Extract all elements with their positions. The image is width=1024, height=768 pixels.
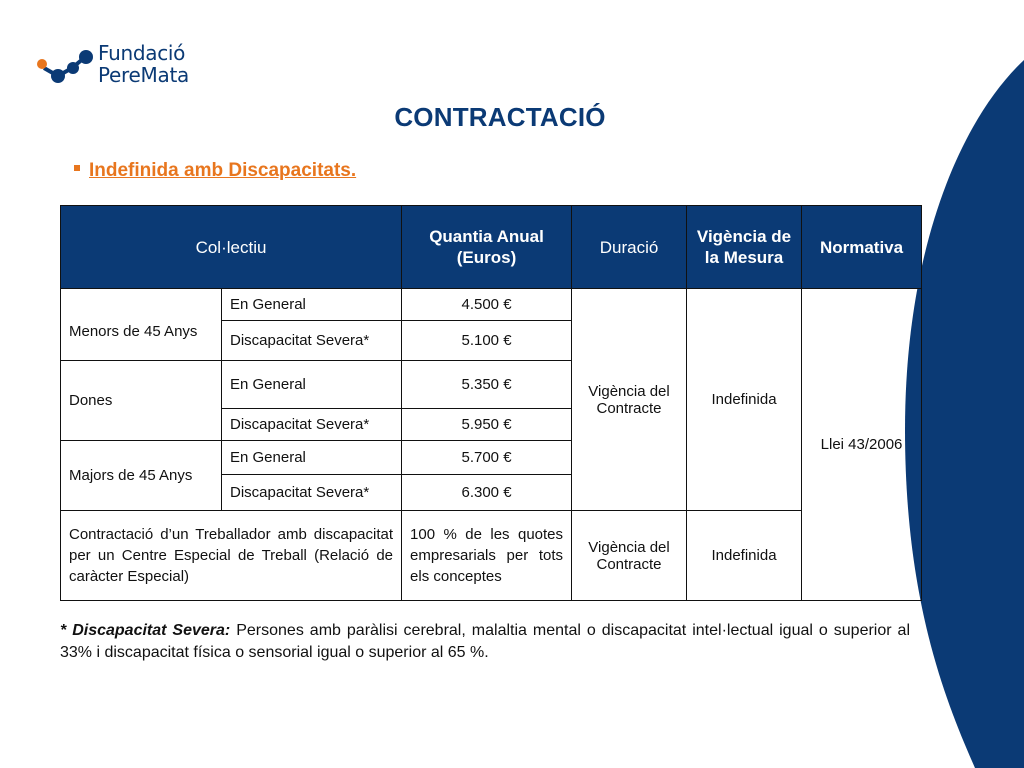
footnote-label: * Discapacitat Severa:	[60, 622, 231, 639]
header-collective: Col·lectiu	[61, 206, 402, 289]
page-title: CONTRACTACIÓ	[394, 102, 606, 132]
cell-special-duration: Vigència del Contracte	[572, 511, 687, 601]
logo-line1: Fundació	[98, 41, 186, 65]
cell-type: Discapacitat Severa*	[222, 409, 402, 441]
table-body	[61, 289, 922, 601]
footnote	[60, 620, 910, 664]
cell-amount: 5.350 €	[402, 361, 572, 409]
cell-validity: Indefinida	[687, 289, 802, 511]
cell-regulation: Llei 43/2006	[802, 289, 922, 601]
header-amount: Quantia Anual (Euros)	[402, 206, 572, 289]
section-subtitle	[74, 160, 356, 182]
cell-amount: 5.700 €	[402, 441, 572, 475]
hiring-incentives-table	[60, 205, 922, 601]
cell-special-collective: Contractació d’un Treballador amb discapacitat per un Centre Especial de Treball (Relació de caràcter Especial)	[61, 511, 402, 601]
cell-amount: 5.950 €	[402, 409, 572, 441]
cell-special-amount: 100 % de les quotes empresarials per tots els conceptes	[402, 511, 572, 601]
subtitle-text: Indefinida amb Discapacitats.	[89, 160, 357, 181]
bullet-icon	[74, 165, 80, 171]
cell-amount: 6.300 €	[402, 475, 572, 511]
cell-collective: Menors de 45 Anys	[61, 289, 222, 361]
header-duration: Duració	[572, 206, 687, 289]
cell-type: En General	[222, 289, 402, 321]
header-validity: Vigència de la Mesura	[687, 206, 802, 289]
table-row	[61, 289, 922, 321]
cell-amount: 5.100 €	[402, 321, 572, 361]
footnote-text: Persones amb paràlisi cerebral, malaltia mental o discapacitat intel·lectual igual o superior al 33% i discapacitat física o sensorial igual o superior al 65 %.	[60, 622, 911, 661]
table-header-row	[61, 206, 922, 289]
cell-type: Discapacitat Severa*	[222, 321, 402, 361]
logo-line2: PereMata	[98, 63, 189, 87]
cell-duration: Vigència del Contracte	[572, 289, 687, 511]
cell-type: Discapacitat Severa*	[222, 475, 402, 511]
logo-molecule-icon	[36, 46, 96, 86]
table-row-special	[61, 511, 922, 601]
cell-type: En General	[222, 361, 402, 409]
header-regulation: Normativa	[802, 206, 922, 289]
cell-amount: 4.500 €	[402, 289, 572, 321]
fundacio-logo	[36, 42, 206, 92]
cell-type: En General	[222, 441, 402, 475]
cell-collective: Dones	[61, 361, 222, 441]
cell-special-validity: Indefinida	[687, 511, 802, 601]
cell-collective: Majors de 45 Anys	[61, 441, 222, 511]
